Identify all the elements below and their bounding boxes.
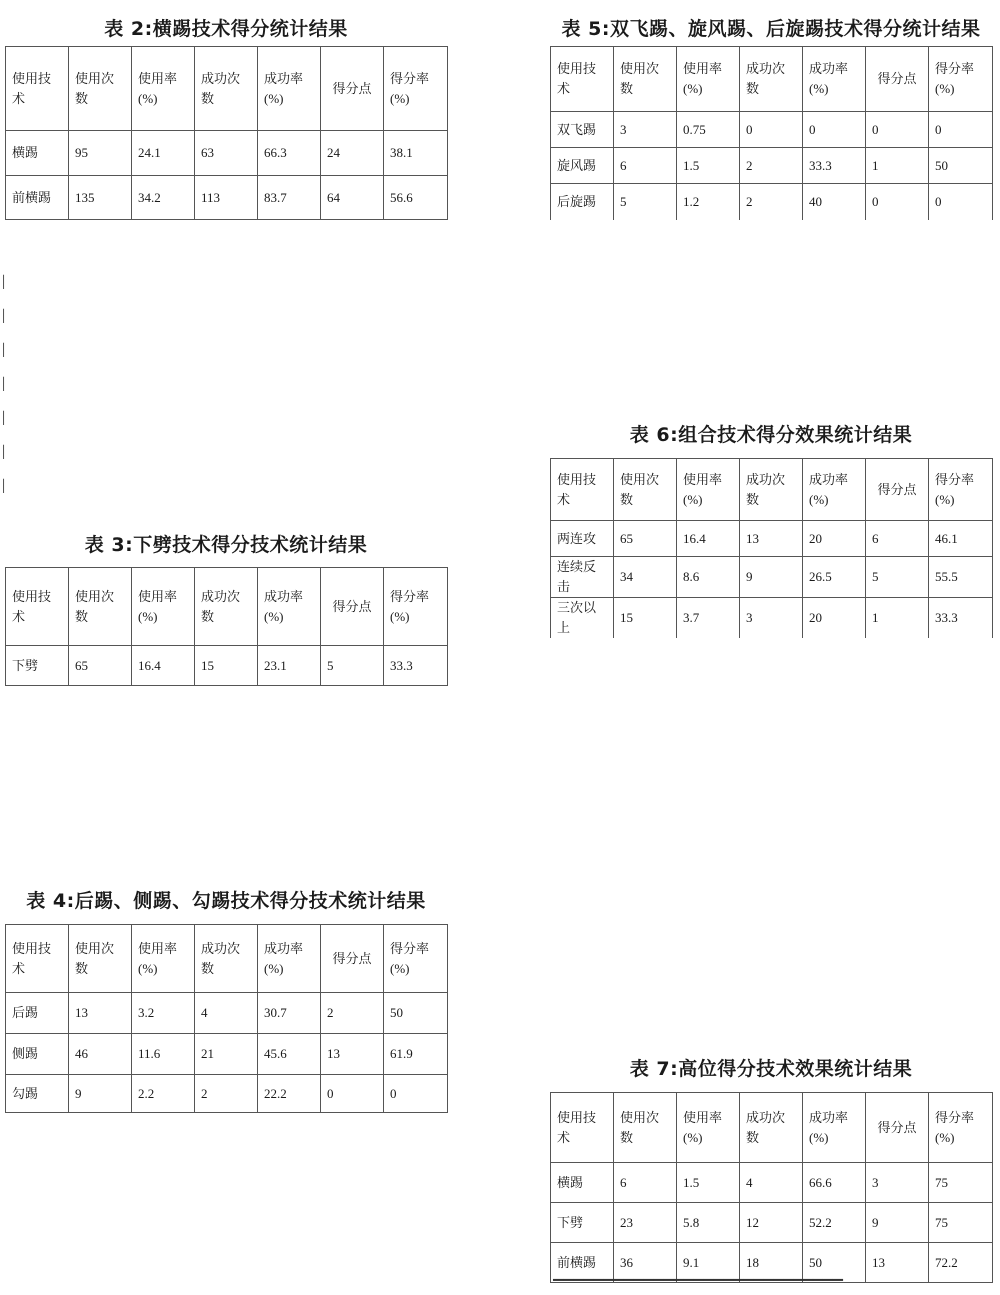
value-cell: 2 bbox=[740, 148, 803, 184]
table-row bbox=[6, 993, 448, 1034]
value-cell: 66.6 bbox=[803, 1163, 866, 1203]
table-2-title: 表 2:横踢技术得分统计结果 bbox=[104, 18, 348, 40]
value-cell: 6 bbox=[866, 521, 929, 557]
table-4-block bbox=[5, 886, 447, 1113]
table-3-block bbox=[5, 530, 447, 686]
technique-cell: 前横踢 bbox=[6, 176, 69, 220]
value-cell: 95 bbox=[69, 131, 132, 176]
column-header: 成功率(%) bbox=[258, 925, 321, 993]
table-row bbox=[551, 112, 993, 148]
value-cell: 38.1 bbox=[384, 131, 448, 176]
table-5 bbox=[550, 46, 993, 220]
table-2 bbox=[5, 46, 448, 220]
table-row bbox=[551, 1163, 993, 1203]
table-row bbox=[551, 521, 993, 557]
column-header: 得分点 bbox=[321, 47, 384, 131]
column-header: 成功次数 bbox=[195, 47, 258, 131]
value-cell: 55.5 bbox=[929, 557, 993, 598]
column-header: 得分点 bbox=[866, 1093, 929, 1163]
value-cell: 33.3 bbox=[384, 646, 448, 686]
column-header: 成功率(%) bbox=[803, 47, 866, 112]
value-cell: 135 bbox=[69, 176, 132, 220]
value-cell: 16.4 bbox=[132, 646, 195, 686]
value-cell: 6 bbox=[614, 148, 677, 184]
table-row bbox=[551, 1243, 993, 1283]
value-cell: 4 bbox=[195, 993, 258, 1034]
value-cell: 16.4 bbox=[677, 521, 740, 557]
value-cell: 46 bbox=[69, 1034, 132, 1075]
column-header: 使用率(%) bbox=[132, 568, 195, 646]
column-header: 使用率(%) bbox=[132, 925, 195, 993]
value-cell: 50 bbox=[803, 1243, 866, 1283]
table-7 bbox=[550, 1092, 993, 1283]
technique-cell: 横踢 bbox=[551, 1163, 614, 1203]
value-cell: 24.1 bbox=[132, 131, 195, 176]
column-header: 成功次数 bbox=[195, 568, 258, 646]
value-cell: 18 bbox=[740, 1243, 803, 1283]
column-header: 使用率(%) bbox=[677, 1093, 740, 1163]
value-cell: 9.1 bbox=[677, 1243, 740, 1283]
value-cell: 1 bbox=[866, 148, 929, 184]
column-header: 使用技术 bbox=[551, 459, 614, 521]
value-cell: 0 bbox=[866, 112, 929, 148]
value-cell: 2 bbox=[195, 1075, 258, 1113]
column-header: 得分率(%) bbox=[929, 459, 993, 521]
value-cell: 83.7 bbox=[258, 176, 321, 220]
value-cell: 23.1 bbox=[258, 646, 321, 686]
value-cell: 11.6 bbox=[132, 1034, 195, 1075]
technique-cell: 双飞踢 bbox=[551, 112, 614, 148]
value-cell: 3 bbox=[614, 112, 677, 148]
value-cell: 13 bbox=[740, 521, 803, 557]
value-cell: 5 bbox=[321, 646, 384, 686]
value-cell: 9 bbox=[866, 1203, 929, 1243]
value-cell: 63 bbox=[195, 131, 258, 176]
column-header: 使用次数 bbox=[69, 47, 132, 131]
value-cell: 1.5 bbox=[677, 1163, 740, 1203]
column-header: 得分率(%) bbox=[929, 47, 993, 112]
value-cell: 5 bbox=[614, 184, 677, 220]
table-5-block bbox=[550, 14, 992, 220]
column-header: 使用次数 bbox=[614, 47, 677, 112]
table-7-block bbox=[550, 1054, 992, 1283]
value-cell: 8.6 bbox=[677, 557, 740, 598]
technique-cell: 两连攻 bbox=[551, 521, 614, 557]
column-header: 成功次数 bbox=[740, 1093, 803, 1163]
technique-cell: 连续反击 bbox=[551, 557, 614, 598]
technique-cell: 后踢 bbox=[6, 993, 69, 1034]
table-header-row bbox=[6, 568, 448, 646]
value-cell: 64 bbox=[321, 176, 384, 220]
value-cell: 0 bbox=[929, 112, 993, 148]
value-cell: 23 bbox=[614, 1203, 677, 1243]
technique-cell: 横踢 bbox=[6, 131, 69, 176]
value-cell: 113 bbox=[195, 176, 258, 220]
value-cell: 3.2 bbox=[132, 993, 195, 1034]
value-cell: 34 bbox=[614, 557, 677, 598]
value-cell: 66.3 bbox=[258, 131, 321, 176]
value-cell: 33.3 bbox=[929, 598, 993, 639]
value-cell: 20 bbox=[803, 521, 866, 557]
value-cell: 56.6 bbox=[384, 176, 448, 220]
value-cell: 0 bbox=[321, 1075, 384, 1113]
value-cell: 34.2 bbox=[132, 176, 195, 220]
table-row bbox=[6, 646, 448, 686]
bottom-cut-text: ▔▔▔▔▔▔▔▔▔▔▔▔▔▔▔▔▔▔▔▔▔▔▔▔▔▔▔▔▔ bbox=[553, 1280, 843, 1295]
column-header: 使用技术 bbox=[6, 568, 69, 646]
value-cell: 13 bbox=[69, 993, 132, 1034]
column-header: 得分点 bbox=[866, 47, 929, 112]
table-header-row bbox=[551, 1093, 993, 1163]
column-header: 使用次数 bbox=[614, 1093, 677, 1163]
value-cell: 12 bbox=[740, 1203, 803, 1243]
value-cell: 5 bbox=[866, 557, 929, 598]
table-header-row bbox=[6, 925, 448, 993]
column-header: 得分率(%) bbox=[929, 1093, 993, 1163]
value-cell: 13 bbox=[321, 1034, 384, 1075]
value-cell: 6 bbox=[614, 1163, 677, 1203]
value-cell: 72.2 bbox=[929, 1243, 993, 1283]
technique-cell: 下劈 bbox=[551, 1203, 614, 1243]
technique-cell: 下劈 bbox=[6, 646, 69, 686]
table-header-row bbox=[551, 47, 993, 112]
value-cell: 5.8 bbox=[677, 1203, 740, 1243]
value-cell: 2 bbox=[740, 184, 803, 220]
value-cell: 2.2 bbox=[132, 1075, 195, 1113]
table-row bbox=[6, 1034, 448, 1075]
column-header: 得分点 bbox=[321, 568, 384, 646]
value-cell: 1.2 bbox=[677, 184, 740, 220]
value-cell: 2 bbox=[321, 993, 384, 1034]
value-cell: 1.5 bbox=[677, 148, 740, 184]
table-2-block bbox=[5, 14, 447, 220]
value-cell: 30.7 bbox=[258, 993, 321, 1034]
column-header: 使用次数 bbox=[69, 568, 132, 646]
technique-cell: 三次以上 bbox=[551, 598, 614, 639]
column-header: 得分率(%) bbox=[384, 925, 448, 993]
value-cell: 13 bbox=[866, 1243, 929, 1283]
column-header: 成功率(%) bbox=[258, 568, 321, 646]
table-row bbox=[551, 557, 993, 598]
column-header: 成功次数 bbox=[740, 459, 803, 521]
value-cell: 52.2 bbox=[803, 1203, 866, 1243]
column-header: 使用次数 bbox=[69, 925, 132, 993]
column-header: 成功率(%) bbox=[803, 459, 866, 521]
table-row bbox=[6, 176, 448, 220]
table-row bbox=[551, 184, 993, 220]
table-row bbox=[6, 1075, 448, 1113]
value-cell: 3.7 bbox=[677, 598, 740, 639]
technique-cell: 前横踢 bbox=[551, 1243, 614, 1283]
technique-cell: 后旋踢 bbox=[551, 184, 614, 220]
table-4-title: 表 4:后踢、侧踢、勾踢技术得分技术统计结果 bbox=[26, 890, 426, 912]
column-header: 使用技术 bbox=[551, 47, 614, 112]
column-header: 成功次数 bbox=[740, 47, 803, 112]
value-cell: 9 bbox=[69, 1075, 132, 1113]
value-cell: 0 bbox=[740, 112, 803, 148]
column-header: 得分点 bbox=[321, 925, 384, 993]
value-cell: 50 bbox=[929, 148, 993, 184]
value-cell: 0 bbox=[384, 1075, 448, 1113]
table-3 bbox=[5, 567, 448, 686]
column-header: 得分点 bbox=[866, 459, 929, 521]
column-header: 使用次数 bbox=[614, 459, 677, 521]
column-header: 成功率(%) bbox=[258, 47, 321, 131]
column-header: 得分率(%) bbox=[384, 568, 448, 646]
table-4 bbox=[5, 924, 448, 1113]
column-header: 使用率(%) bbox=[677, 47, 740, 112]
value-cell: 46.1 bbox=[929, 521, 993, 557]
left-margin-cut-text: │ │ │ │ │ │ │ bbox=[0, 275, 8, 493]
value-cell: 21 bbox=[195, 1034, 258, 1075]
value-cell: 26.5 bbox=[803, 557, 866, 598]
value-cell: 3 bbox=[740, 598, 803, 639]
value-cell: 24 bbox=[321, 131, 384, 176]
value-cell: 0 bbox=[803, 112, 866, 148]
table-7-title: 表 7:高位得分技术效果统计结果 bbox=[629, 1058, 913, 1080]
table-header-row bbox=[6, 47, 448, 131]
value-cell: 36 bbox=[614, 1243, 677, 1283]
table-header-row bbox=[551, 459, 993, 521]
value-cell: 22.2 bbox=[258, 1075, 321, 1113]
table-row bbox=[551, 1203, 993, 1243]
value-cell: 75 bbox=[929, 1203, 993, 1243]
table-5-title: 表 5:双飞踢、旋风踢、后旋踢技术得分统计结果 bbox=[561, 18, 981, 40]
value-cell: 15 bbox=[614, 598, 677, 639]
column-header: 成功率(%) bbox=[803, 1093, 866, 1163]
value-cell: 1 bbox=[866, 598, 929, 639]
table-6 bbox=[550, 458, 993, 638]
table-6-title: 表 6:组合技术得分效果统计结果 bbox=[629, 424, 913, 446]
column-header: 使用技术 bbox=[6, 47, 69, 131]
table-row bbox=[551, 148, 993, 184]
column-header: 使用率(%) bbox=[132, 47, 195, 131]
value-cell: 0 bbox=[866, 184, 929, 220]
value-cell: 65 bbox=[69, 646, 132, 686]
technique-cell: 旋风踢 bbox=[551, 148, 614, 184]
value-cell: 65 bbox=[614, 521, 677, 557]
column-header: 成功次数 bbox=[195, 925, 258, 993]
value-cell: 50 bbox=[384, 993, 448, 1034]
value-cell: 0.75 bbox=[677, 112, 740, 148]
table-row bbox=[6, 131, 448, 176]
value-cell: 20 bbox=[803, 598, 866, 639]
value-cell: 75 bbox=[929, 1163, 993, 1203]
value-cell: 9 bbox=[740, 557, 803, 598]
value-cell: 3 bbox=[866, 1163, 929, 1203]
column-header: 得分率(%) bbox=[384, 47, 448, 131]
column-header: 使用技术 bbox=[6, 925, 69, 993]
table-6-block bbox=[550, 420, 992, 638]
value-cell: 4 bbox=[740, 1163, 803, 1203]
value-cell: 33.3 bbox=[803, 148, 866, 184]
column-header: 使用技术 bbox=[551, 1093, 614, 1163]
technique-cell: 勾踢 bbox=[6, 1075, 69, 1113]
value-cell: 61.9 bbox=[384, 1034, 448, 1075]
technique-cell: 侧踢 bbox=[6, 1034, 69, 1075]
table-3-title: 表 3:下劈技术得分技术统计结果 bbox=[84, 534, 368, 556]
value-cell: 45.6 bbox=[258, 1034, 321, 1075]
column-header: 使用率(%) bbox=[677, 459, 740, 521]
value-cell: 40 bbox=[803, 184, 866, 220]
table-row bbox=[551, 598, 993, 639]
value-cell: 15 bbox=[195, 646, 258, 686]
value-cell: 0 bbox=[929, 184, 993, 220]
